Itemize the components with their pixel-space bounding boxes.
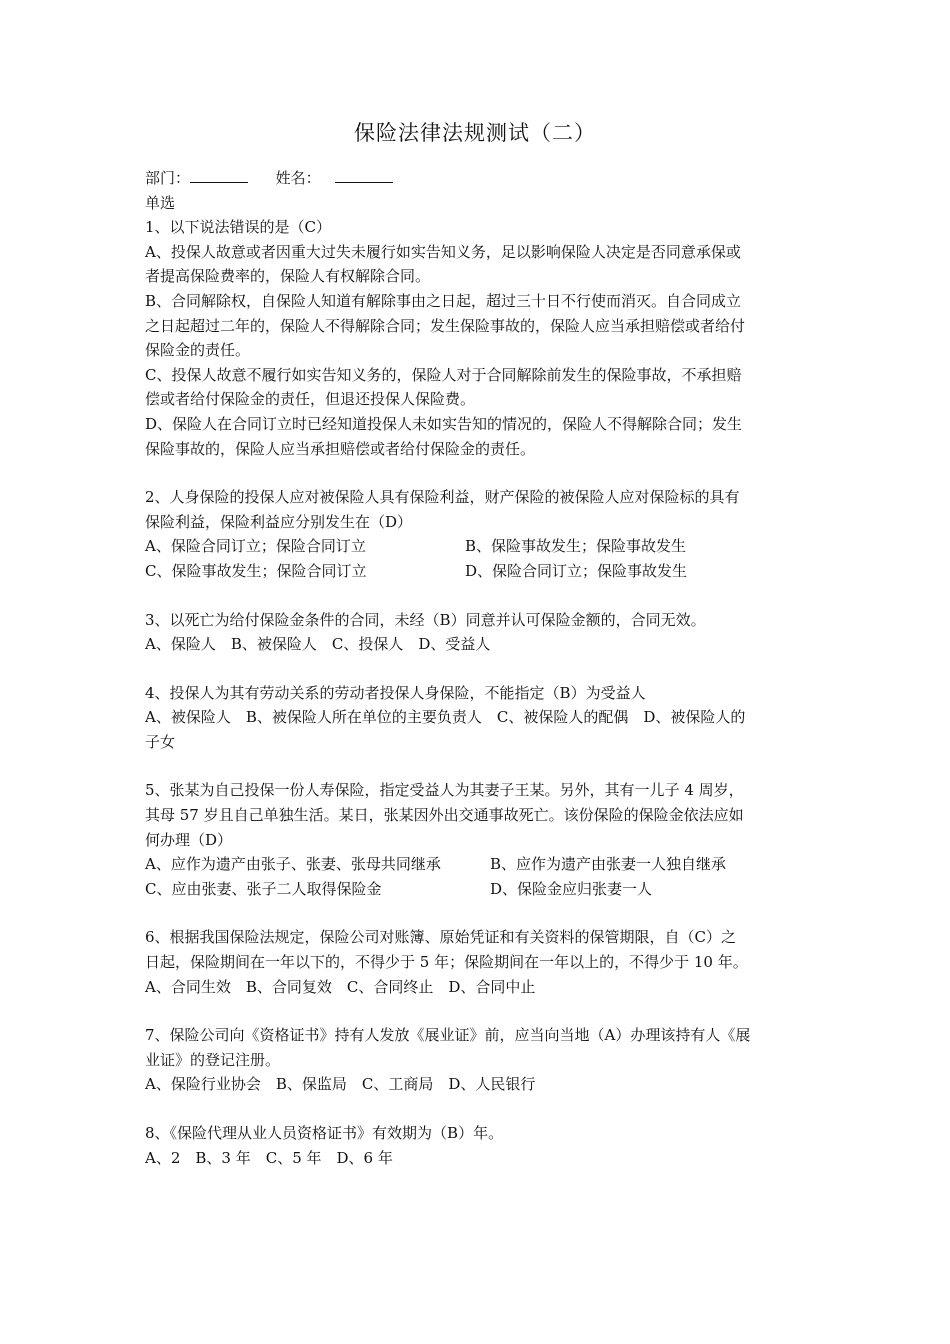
option-c: C、应由张妻、张子二人取得保险金 [145, 879, 382, 898]
question-stem-cont: 保险利益，保险利益应分别发生在（D） [145, 512, 413, 531]
option-c: C、保险事故发生；保险合同订立 [145, 561, 367, 580]
option-c-cont: 偿或者给付保险金的责任，但退还投保人保险费。 [145, 390, 476, 409]
options-row: A、合同生效 B、合同复效 C、合同终止 D、合同中止 [145, 977, 536, 996]
option-b: B、保险事故发生；保险事故发生 [465, 537, 687, 556]
options-row: A、被保险人 B、被保险人所在单位的主要负责人 C、被保险人的配偶 D、被保险人的 [145, 708, 746, 727]
question-stem-cont: 日起，保险期间在一年以下的，不得少于 5 年；保险期间在一年以上的，不得少于 10 年。 [145, 953, 748, 972]
options-row [145, 534, 810, 559]
option-d: D、保险人在合同订立时已经知道投保人未如实告知的情况的，保险人不得解除合同；发生 [145, 414, 743, 433]
option-b-cont: 保险金的责任。 [145, 341, 251, 360]
question-stem: 4、投保人为其有劳动关系的劳动者投保人身保险，不能指定（B）为受益人 [145, 683, 646, 702]
question-stem: 6、根据我国保险法规定，保险公司对账簿、原始凭证和有关资料的保管期限，自（C）之 [145, 928, 737, 947]
question-stem-cont: 业证》的登记注册。 [145, 1050, 281, 1069]
options-row-cont: 子女 [145, 732, 176, 751]
question-stem: 1、以下说法错误的是（C） [145, 218, 332, 237]
question-stem-cont: 其母 57 岁且自己单独生活。某日，张某因外出交通事故死亡。该份保险的保险金依法应如 [145, 806, 744, 825]
dept-label: 部门： [145, 169, 191, 187]
question-3 [145, 608, 810, 657]
question-stem-cont: 何办理（D） [145, 830, 233, 849]
option-a-cont: 者提高保险费率的，保险人有权解除合同。 [145, 267, 431, 286]
question-7 [145, 1023, 810, 1097]
page-title: 保险法律法规测试（二） [354, 121, 596, 145]
question-stem: 3、以死亡为给付保险金条件的合同，未经（B）同意并认可保险金额的，合同无效。 [145, 610, 706, 629]
dept-blank[interactable] [190, 168, 248, 183]
question-1 [145, 215, 810, 461]
question-8 [145, 1121, 810, 1170]
question-stem: 8、《保险代理从业人员资格证书》有效期为（B）年。 [145, 1124, 504, 1142]
options-row [145, 877, 810, 902]
option-d: D、保险金应归张妻一人 [490, 879, 653, 898]
question-stem: 5、张某为自己投保一份人寿保险，指定受益人为其妻子王某。另外，其有一儿子 4 周岁， [145, 781, 744, 800]
options-row [145, 852, 810, 877]
section-label: 单选 [145, 193, 176, 212]
name-label: 姓名： [275, 169, 321, 187]
option-c: C、投保人故意不履行如实告知义务的，保险人对于合同解除前发生的保险事故，不承担赔 [145, 365, 742, 384]
option-d: D、保险合同订立；保险事故发生 [465, 561, 688, 580]
options-row: A、2 B、3 年 C、5 年 D、6 年 [145, 1148, 393, 1167]
question-5 [145, 778, 810, 901]
name-blank[interactable] [335, 168, 393, 183]
question-stem: 7、保险公司向《资格证书》持有人发放《展业证》前，应当向当地（A）办理该持有人《展 [145, 1026, 751, 1045]
document-body [145, 166, 810, 1170]
option-b-cont: 之日起超过二年的，保险人不得解除合同；发生保险事故的，保险人应当承担赔偿或者给付 [145, 316, 746, 335]
options-row: A、保险人 B、被保险人 C、投保人 D、受益人 [145, 635, 491, 654]
options-row [145, 559, 810, 584]
question-2 [145, 485, 810, 583]
option-a: A、投保人故意或者因重大过失未履行如实告知义务，足以影响保险人决定是否同意承保或 [145, 242, 741, 261]
option-b: B、合同解除权，自保险人知道有解除事由之日起，超过三十日不行使而消灭。自合同成立 [145, 291, 742, 310]
question-stem: 2、人身保险的投保人应对被保险人具有保险利益，财产保险的被保险人应对保险标的具有 [145, 488, 740, 507]
options-row: A、保险行业协会 B、保监局 C、工商局 D、人民银行 [145, 1075, 536, 1094]
option-a: A、保险合同订立；保险合同订立 [145, 537, 366, 556]
option-a: A、应作为遗产由张子、张妻、张母共同继承 [145, 855, 441, 874]
question-6 [145, 925, 810, 999]
header-fields [145, 166, 810, 191]
option-b: B、应作为遗产由张妻一人独自继承 [490, 855, 727, 874]
option-d-cont: 保险事故的，保险人应当承担赔偿或者给付保险金的责任。 [145, 439, 536, 458]
question-4 [145, 681, 810, 755]
